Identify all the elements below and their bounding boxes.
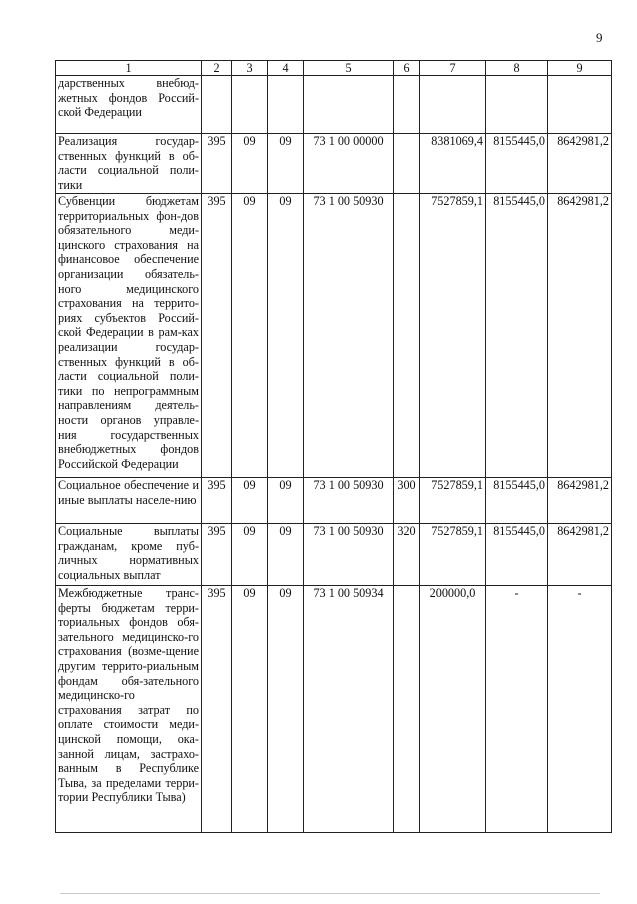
row-name: Реализация государ-ственных функций в об-ласти социальной поли-тики — [56, 134, 202, 194]
cell-code-3: 09 — [232, 134, 268, 194]
cell-code-3 — [232, 76, 268, 134]
cell-amount-7 — [420, 76, 486, 134]
column-header: 6 — [394, 61, 420, 76]
cell-amount-9: 8642981,2 — [548, 478, 612, 524]
table-row — [56, 478, 612, 524]
cell-code-2: 395 — [202, 194, 232, 478]
cell-code-5: 73 1 00 50934 — [304, 586, 394, 833]
cell-amount-9: - — [548, 586, 612, 833]
column-header: 9 — [548, 61, 612, 76]
column-header: 7 — [420, 61, 486, 76]
cell-code-6 — [394, 194, 420, 478]
cell-amount-8: 8155445,0 — [486, 134, 548, 194]
cell-code-3: 09 — [232, 478, 268, 524]
cell-code-4: 09 — [268, 134, 304, 194]
table-row — [56, 76, 612, 134]
cell-code-5 — [304, 76, 394, 134]
cell-amount-8: - — [486, 586, 548, 833]
cell-code-3: 09 — [232, 586, 268, 833]
cell-amount-9: 8642981,2 — [548, 134, 612, 194]
cell-amount-8: 8155445,0 — [486, 194, 548, 478]
cell-code-6 — [394, 586, 420, 833]
row-name: дарственных внебюд-жетных фондов Россий-ской Федерации — [56, 76, 202, 134]
cell-amount-7: 200000,0 — [420, 586, 486, 833]
cell-code-2: 395 — [202, 134, 232, 194]
budget-table — [55, 60, 612, 833]
cell-amount-7: 7527859,1 — [420, 524, 486, 586]
cell-amount-7: 7527859,1 — [420, 194, 486, 478]
row-name: Социальное обеспечение и иные выплаты населе-нию — [56, 478, 202, 524]
cell-amount-8: 8155445,0 — [486, 524, 548, 586]
cell-code-6 — [394, 134, 420, 194]
column-header: 3 — [232, 61, 268, 76]
cell-amount-7: 8381069,4 — [420, 134, 486, 194]
cell-amount-8 — [486, 76, 548, 134]
cell-code-5: 73 1 00 00000 — [304, 134, 394, 194]
column-header: 4 — [268, 61, 304, 76]
row-name: Межбюджетные транс-ферты бюджетам терри-ториальных фондов обя-зательного медицинско-го страхования (возме-щение другим террито-риальным фондам обя-зательного медицинско-го страхования затрат по оплате стоимости меди-цинской помощи, ока-занной лицам, застрахо-ванным в Республике Тыва, за пределами терри-тории Республики Тыва) — [56, 586, 202, 833]
cell-code-3: 09 — [232, 194, 268, 478]
column-header: 8 — [486, 61, 548, 76]
cell-amount-9: 8642981,2 — [548, 524, 612, 586]
table-row — [56, 194, 612, 478]
cell-code-2: 395 — [202, 524, 232, 586]
column-header: 5 — [304, 61, 394, 76]
cell-code-5: 73 1 00 50930 — [304, 194, 394, 478]
cell-amount-9 — [548, 76, 612, 134]
cell-amount-8: 8155445,0 — [486, 478, 548, 524]
cell-code-2 — [202, 76, 232, 134]
cell-code-4: 09 — [268, 524, 304, 586]
table-row — [56, 524, 612, 586]
table-header-row — [56, 61, 612, 76]
cell-code-6: 320 — [394, 524, 420, 586]
row-name: Субвенции бюджетам территориальных фон-дов обязательного меди-цинского страхования на финансовое обеспечение организации обязатель-ного медицинского страхования на террито-риях субъектов Россий-ской Федерации в рам-ках реализации государ-ственных функций в об-ласти социальной поли-тики по непрограммным направлениям деятель-ности органов управле-ния государственных внебюджетных фондов Российской Федерации — [56, 194, 202, 478]
page-number: 9 — [596, 30, 603, 45]
column-header: 1 — [56, 61, 202, 76]
cell-code-4 — [268, 76, 304, 134]
cell-code-2: 395 — [202, 586, 232, 833]
cell-code-3: 09 — [232, 524, 268, 586]
table-row — [56, 134, 612, 194]
row-name: Социальные выплаты гражданам, кроме пуб-личных нормативных социальных выплат — [56, 524, 202, 586]
cell-amount-9: 8642981,2 — [548, 194, 612, 478]
page-edge-line — [60, 893, 600, 894]
cell-code-5: 73 1 00 50930 — [304, 524, 394, 586]
cell-code-4: 09 — [268, 586, 304, 833]
cell-code-5: 73 1 00 50930 — [304, 478, 394, 524]
table-row — [56, 586, 612, 833]
cell-code-2: 395 — [202, 478, 232, 524]
column-header: 2 — [202, 61, 232, 76]
cell-code-6: 300 — [394, 478, 420, 524]
cell-code-4: 09 — [268, 194, 304, 478]
cell-amount-7: 7527859,1 — [420, 478, 486, 524]
cell-code-6 — [394, 76, 420, 134]
cell-code-4: 09 — [268, 478, 304, 524]
